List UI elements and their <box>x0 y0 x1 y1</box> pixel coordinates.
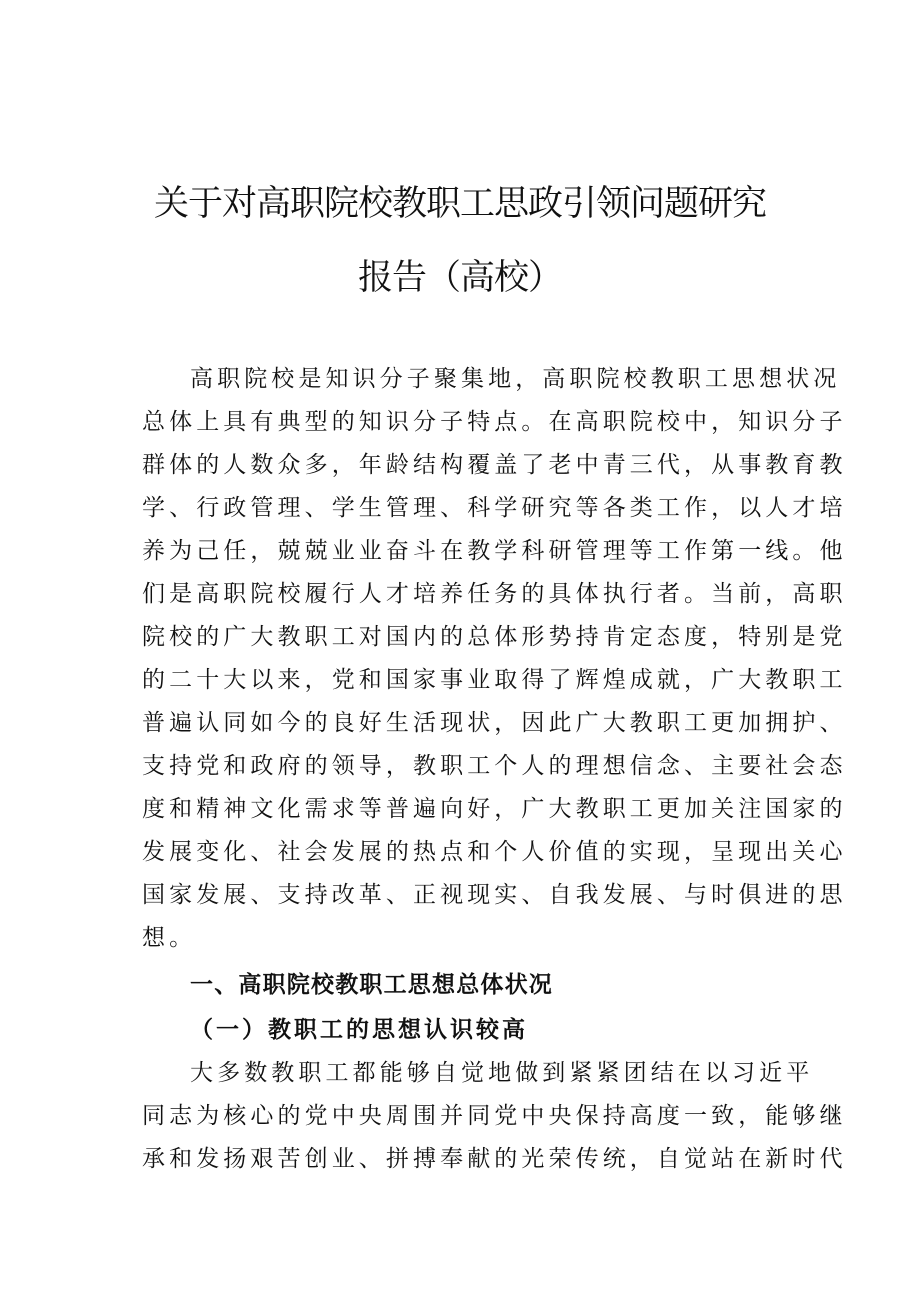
section-paragraph <box>142 1052 847 1181</box>
paragraph-line: 养为己任，兢兢业业奋斗在教学科研管理等工作第一线。他 <box>142 538 847 564</box>
paragraph-line: 同志为核心的党中央周围并同党中央保持高度一致，能够继 <box>142 1103 847 1129</box>
paragraph-line: 大多数教职工都能够自觉地做到紧紧团结在以习近平 <box>190 1060 814 1086</box>
paragraph-line: 高职院校是知识分子聚集地，高职院校教职工思想状况 <box>190 366 841 392</box>
paragraph-line: 想。 <box>142 925 197 951</box>
paragraph-line: 的二十大以来，党和国家事业取得了辉煌成就，广大教职工 <box>142 667 847 693</box>
paragraph-line: 承和发扬艰苦创业、拼搏奉献的光荣传统，自觉站在新时代 <box>142 1146 847 1172</box>
paragraph-line: 院校的广大教职工对国内的总体形势持肯定态度，特别是党 <box>142 624 847 650</box>
paragraph-line: 学、行政管理、学生管理、科学研究等各类工作，以人才培 <box>142 495 847 521</box>
subsection-heading: （一）教职工的思想认识较高 <box>190 1016 528 1043</box>
paragraph-line: 支持党和政府的领导，教职工个人的理想信念、主要社会态 <box>142 753 847 779</box>
paragraph-line: 发展变化、社会发展的热点和个人价值的实现，呈现出关心 <box>142 839 847 865</box>
section-heading: 一、高职院校教职工思想总体状况 <box>190 972 553 998</box>
document-title-line-1: 关于对高职院校教职工思政引领问题研究 <box>153 184 766 224</box>
document-title-line-2: 报告（高校） <box>357 258 562 298</box>
paragraph-line: 国家发展、支持改革、正视现实、自我发展、与时俱进的思 <box>142 882 847 908</box>
paragraph-line: 群体的人数众多，年龄结构覆盖了老中青三代，从事教育教 <box>142 452 847 478</box>
paragraph-line: 普遍认同如今的良好生活现状，因此广大教职工更加拥护、 <box>142 710 847 736</box>
intro-paragraph <box>142 358 847 960</box>
paragraph-line: 们是高职院校履行人才培养任务的具体执行者。当前，高职 <box>142 581 847 607</box>
paragraph-line: 度和精神文化需求等普遍向好，广大教职工更加关注国家的 <box>142 796 847 822</box>
paragraph-line: 总体上具有典型的知识分子特点。在高职院校中，知识分子 <box>142 409 847 435</box>
